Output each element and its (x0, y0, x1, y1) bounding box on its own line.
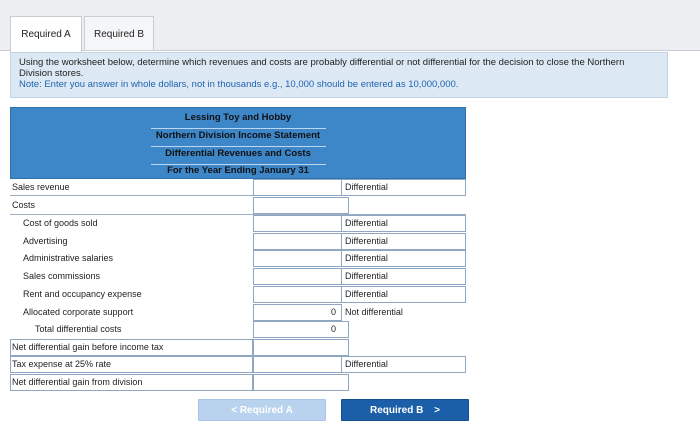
instructions-note: Note: Enter you answer in whole dollars, not in thousands e.g., 10,000 should be entered as 10,000,000. (19, 79, 459, 90)
differential-select[interactable]: Differential (341, 233, 466, 250)
table-row (10, 304, 466, 321)
table-row (10, 339, 466, 356)
amount-input[interactable] (253, 356, 349, 373)
label-underline (10, 179, 253, 196)
row-label: Sales revenue (12, 182, 70, 192)
instructions-box (10, 52, 668, 98)
button-label: Required B (370, 405, 424, 416)
table-row (10, 268, 466, 285)
statement-header (10, 107, 466, 179)
amount-input[interactable] (253, 250, 349, 267)
table-row (10, 179, 466, 196)
differential-select[interactable]: Differential (341, 250, 466, 267)
instructions-text: Using the worksheet below, determine which revenues and costs are probably differential or not differential for the decision to close the Northern Division stores. (19, 57, 625, 79)
table-row (10, 356, 466, 373)
table-row (10, 374, 466, 391)
statement-title: Northern Division Income Statement (155, 130, 321, 141)
table-row (10, 215, 466, 232)
amount-value: 0 (330, 307, 336, 317)
amount-input[interactable] (253, 286, 349, 303)
company-name: Lessing Toy and Hobby (184, 112, 292, 123)
row-label: Cost of goods sold (23, 218, 98, 228)
row-label: Costs (12, 200, 36, 210)
differential-select[interactable]: Differential (341, 268, 466, 285)
amount-input[interactable] (253, 215, 349, 232)
chevron-left-icon: < (231, 405, 238, 416)
differential-select[interactable]: Differential (341, 356, 466, 373)
table-row (10, 286, 466, 303)
row-label: Advertising (23, 236, 68, 246)
chevron-right-icon: > (434, 405, 440, 416)
next-required-b-button[interactable] (341, 399, 469, 421)
row-label: Net differential gain from division (12, 377, 143, 387)
tab-required-a[interactable] (10, 16, 82, 52)
differential-select[interactable]: Not differential (341, 304, 466, 321)
tab-label: Required A (21, 29, 71, 40)
amount-input[interactable] (253, 374, 349, 391)
tab-label: Required B (93, 29, 145, 40)
table-row (10, 197, 466, 214)
differential-select[interactable]: Differential (341, 215, 466, 232)
amount-input[interactable] (253, 197, 349, 214)
statement-period: For the Year Ending January 31 (167, 165, 309, 176)
amount-input[interactable] (253, 268, 349, 285)
amount-input[interactable] (253, 339, 349, 356)
row-label: Allocated corporate support (23, 307, 134, 317)
header-divider (151, 146, 326, 147)
row-label: Net differential gain before income tax (12, 342, 164, 352)
table-row (10, 233, 466, 250)
statement-subtitle: Differential Revenues and Costs (165, 148, 311, 159)
tab-bar (0, 0, 700, 50)
button-label: Required A (239, 405, 293, 416)
row-label: Total differential costs (35, 324, 122, 334)
table-row (10, 321, 466, 338)
previous-required-a-button[interactable] (198, 399, 326, 421)
differential-select[interactable]: Differential (341, 286, 466, 303)
row-label: Rent and occupancy expense (23, 289, 142, 299)
row-label: Administrative salaries (23, 253, 114, 263)
row-label: Tax expense at 25% rate (12, 359, 112, 369)
table-row (10, 250, 466, 267)
amount-input[interactable] (253, 233, 349, 250)
amount-input[interactable] (253, 179, 349, 196)
differential-select[interactable]: Differential (341, 179, 466, 196)
tab-required-b[interactable] (84, 16, 154, 52)
amount-value: 0 (330, 324, 336, 334)
header-divider (151, 128, 326, 129)
row-label: Sales commissions (23, 271, 101, 281)
